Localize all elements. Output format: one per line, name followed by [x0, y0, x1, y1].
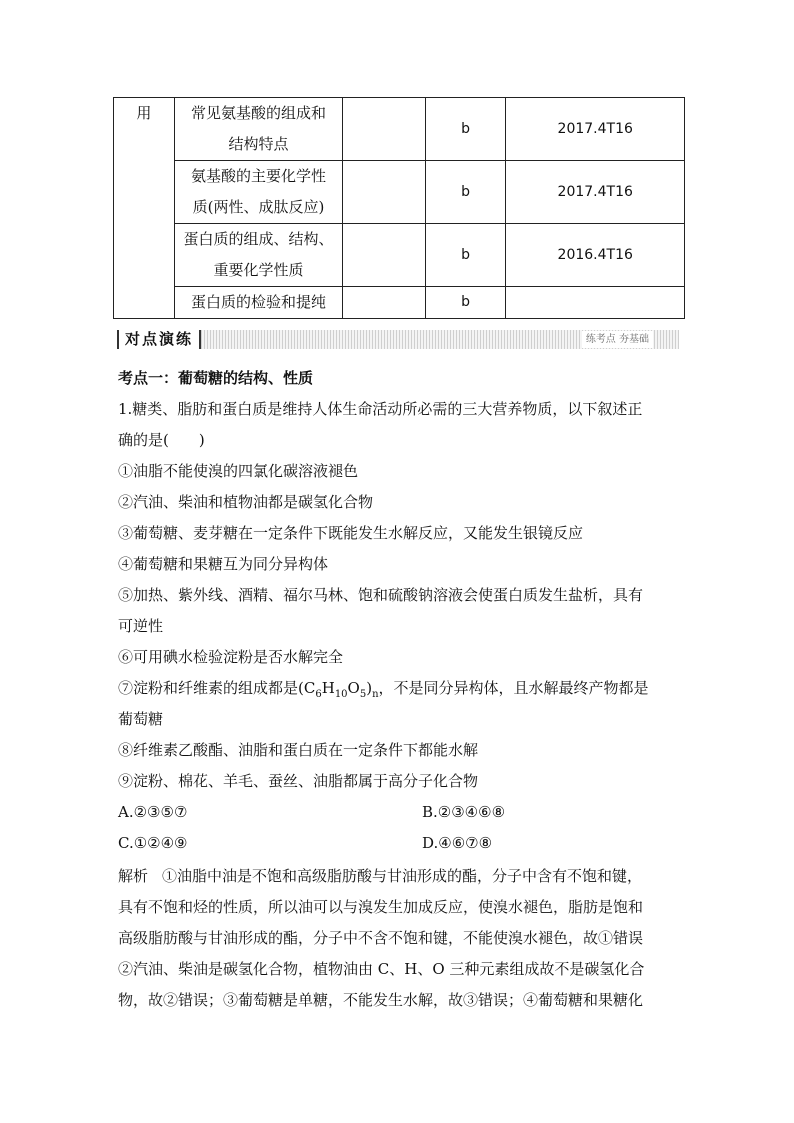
analysis-line-5: 物，故②错误；③葡萄糖是单糖，不能发生水解，故③错误；④葡萄糖和果糖化: [118, 991, 644, 1009]
level-cell: b: [425, 224, 506, 287]
question-stem: 1.糖类、脂肪和蛋白质是维持人体生命活动所必需的三大营养物质，以下叙述正: [118, 400, 643, 418]
empty-cell: [343, 287, 426, 319]
level-cell: b: [425, 287, 506, 319]
statement-7: ⑦淀粉和纤维素的组成都是$(C_6H_{10}O_5)_n$，不是同分异构体，且水解最终产物都是: [118, 679, 649, 700]
exam-cell: [506, 287, 685, 319]
statement-8: ⑧纤维素乙酸酯、油脂和蛋白质在一定条件下都能水解: [118, 741, 479, 759]
option-b: B.②③④⑥⑧: [422, 803, 506, 821]
category-cell: [114, 287, 175, 319]
statement-2: ②汽油、柴油和植物油都是碳氢化合物: [118, 493, 374, 511]
question-stem-cont: 确的是( ): [118, 431, 205, 449]
statement-7-cont: 葡萄糖: [118, 710, 164, 728]
option-d: D.④⑥⑦⑧: [422, 834, 493, 852]
analysis-line-1: 解析 ①油脂中油是不饱和高级脂肪酸与甘油形成的酯，分子中含有不饱和键，: [118, 867, 643, 885]
section-title: 考点一：葡萄糖的结构、性质: [118, 369, 314, 387]
category-cell: [114, 161, 175, 224]
topic-cell: 蛋白质的检验和提纯: [174, 287, 342, 319]
table-row: [114, 287, 685, 319]
exam-cell: 2017.4T16: [506, 98, 685, 161]
statement-1: ①油脂不能使溴的四氯化碳溶液褪色: [118, 462, 359, 480]
option-a: A.②③⑤⑦: [118, 803, 188, 821]
category-cell: 用: [114, 98, 175, 161]
statement-9: ⑨淀粉、棉花、羊毛、蚕丝、油脂都属于高分子化合物: [118, 772, 479, 790]
requirements-table: [113, 97, 685, 319]
section-banner: [117, 330, 679, 349]
statement-5-cont: 可逆性: [118, 617, 164, 635]
statement-3: ③葡萄糖、麦芽糖在一定条件下既能发生水解反应，又能发生银镜反应: [118, 524, 584, 542]
analysis-line-3: 高级脂肪酸与甘油形成的酯，分子中不含不饱和键，不能使溴水褪色，故①错误: [118, 929, 644, 947]
level-cell: b: [425, 98, 506, 161]
analysis-line-2: 具有不饱和烃的性质，所以油可以与溴发生加成反应，使溴水褪色，脂肪是饱和: [118, 898, 644, 916]
level-cell: b: [425, 161, 506, 224]
statement-6: ⑥可用碘水检验淀粉是否水解完全: [118, 648, 344, 666]
option-c: C.①②④⑨: [118, 834, 188, 852]
exam-cell: 2016.4T16: [506, 224, 685, 287]
table-row: [114, 224, 685, 287]
topic-cell: 氨基酸的主要化学性 质(两性、成肽反应): [174, 161, 342, 224]
banner-title: 对点演练: [117, 330, 201, 349]
banner-side-text: 练考点 夯基础: [582, 331, 653, 348]
exam-cell: 2017.4T16: [506, 161, 685, 224]
analysis-label: 解析: [118, 867, 149, 885]
empty-cell: [343, 98, 426, 161]
analysis-line-4: ②汽油、柴油是碳氢化合物，植物油由 C、H、O 三种元素组成故不是碳氢化合: [118, 960, 645, 978]
statement-4: ④葡萄糖和果糖互为同分异构体: [118, 555, 329, 573]
category-cell: [114, 224, 175, 287]
empty-cell: [343, 224, 426, 287]
empty-cell: [343, 161, 426, 224]
table-row: [114, 98, 685, 161]
statement-5: ⑤加热、紫外线、酒精、福尔马林、饱和硫酸钠溶液会使蛋白质发生盐析，具有: [118, 586, 644, 604]
topic-cell: 蛋白质的组成、结构、 重要化学性质: [174, 224, 342, 287]
topic-cell: 常见氨基酸的组成和 结构特点: [174, 98, 342, 161]
table-row: [114, 161, 685, 224]
